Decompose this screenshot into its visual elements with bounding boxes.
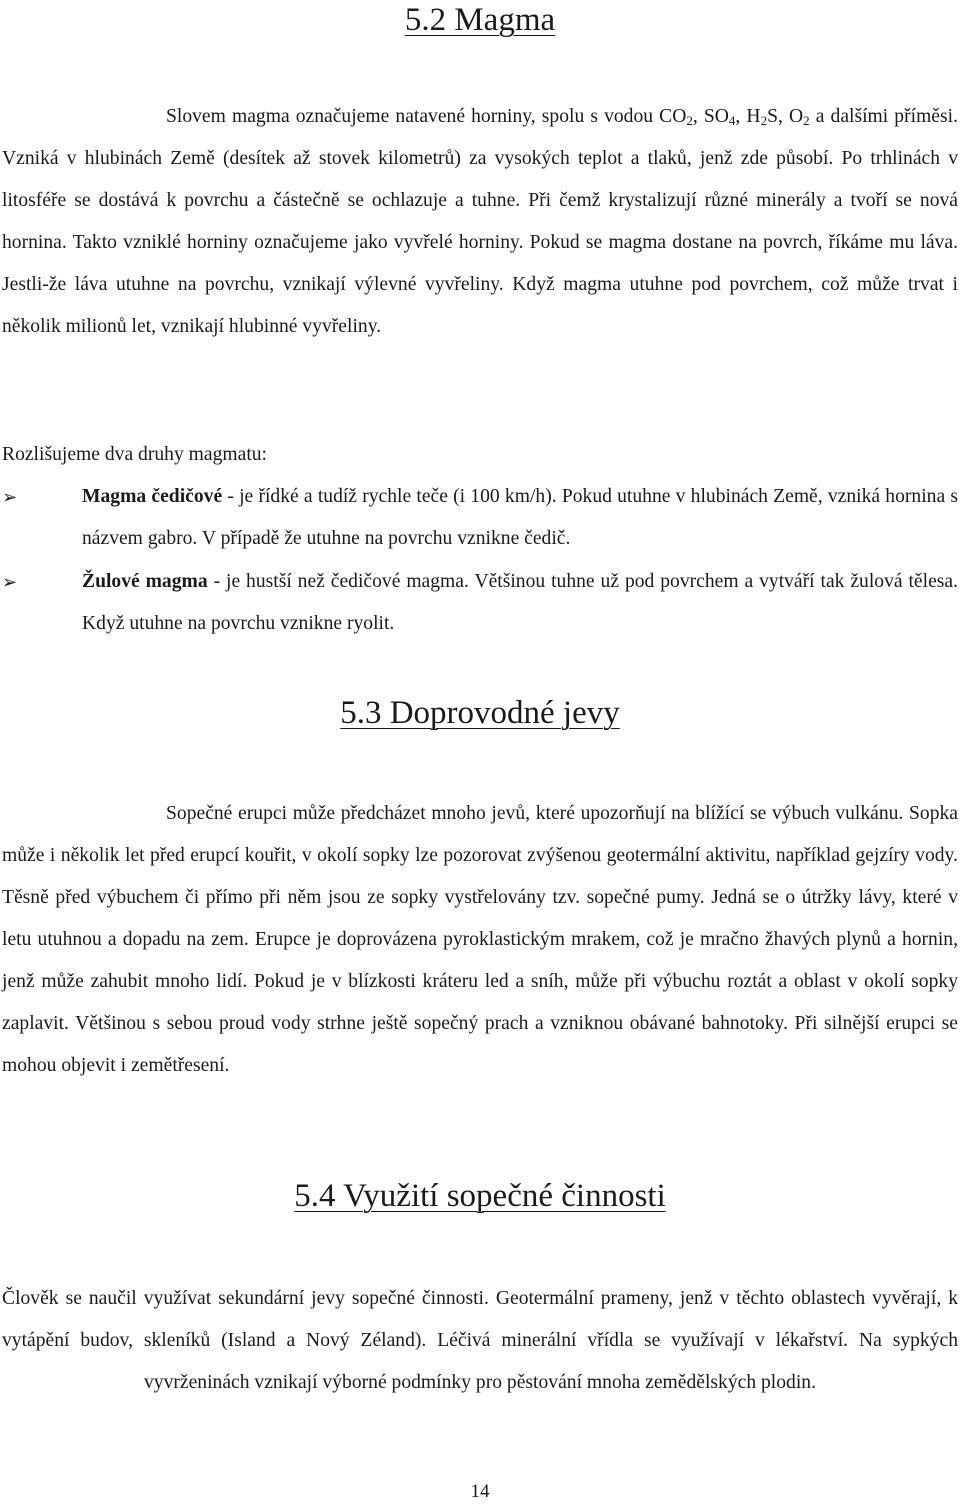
magma-types-intro: Rozlišujeme dva druhy magmatu: <box>2 444 268 465</box>
section-title-accompanying-phenomena: 5.3 Doprovodné jevy <box>340 695 620 731</box>
page-number: 14 <box>470 1481 490 1502</box>
arrow-bullet-icon: ➢ <box>2 572 18 592</box>
paragraph-volcanic-activity-use: Člověk se naučil využívat sekundární jevy sopečné činnosti. Geotermální prameny, jenž v těchto oblastech vyvěrají, k vytápění budov, skleníků (Island a Nový Zéland). Léčivá minerální vřídla se využívají v lékařství. Na sypkých vyvrženinách vznikají výborné podmínky pro pěstování mnoha zemědělských plodin. <box>2 1288 958 1393</box>
section-title-magma: 5.2 Magma <box>404 2 556 38</box>
arrow-bullet-icon: ➢ <box>2 487 18 507</box>
term-basaltic-magma: Magma čedičové <box>82 486 223 507</box>
term-granitic-magma: Žulové magma <box>82 571 208 592</box>
list-item-basaltic-magma: ➢ Magma čedičové - je řídké a tudíž rychle teče (i 100 km/h). Pokud utuhne v hlubinách Země, vzniká hornina s názvem gabro. V případě že utuhne na povrchu vznikne čedič. <box>2 476 958 560</box>
paragraph-accompanying-phenomena: Sopečné erupci může předcházet mnoho jevů, které upozorňují na blížící se výbuch vulkánu. Sopka může i několik let před erupcí kouřit, v okolí sopky lze pozorovat zvýšenou geotermální aktivitu, například gejzíry vody. Těsně před výbuchem či přímo při něm jsou ze sopky vystřelovány tzv. sopečné pumy. Jedná se o útržky lávy, které v letu utuhnou a dopadu na zem. Erupce je doprovázena pyroklastickým mrakem, což je mračno žhavých plynů a hornin, jenž může zahubit mnoho lidí. Pokud je v blízkosti kráteru led a sníh, může při výbuchu roztát a oblast v okolí sopky zaplavit. Většinou s sebou proud vody strhne ještě sopečný prach a vzniknou obávané bahnotoky. Při silnější erupci se mohou objevit i zemětřesení. <box>2 803 958 1076</box>
section-title-volcanic-activity-use: 5.4 Využití sopečné činnosti <box>294 1178 666 1214</box>
paragraph-magma-intro: Slovem magma označujeme natavené horniny, spolu s vodou $CO_2$, $SO_4$, $H_2S$, $O_2$ a dalšími příměsi. Vzniká v hlubinách Země (desítek až stovek kilometrů) za vysokých teplot a tlaků, jenž zde působí. Po trhlinách v litosféře se dostává k povrchu a částečně se ochlazuje a tuhne. Při čemž krystalizují různé minerály a tvoří se nová hornina. Takto vzniklé horniny označujeme jako vyvřelé horniny. Pokud se magma dostane na povrch, říkáme mu láva. Jestli-že láva utuhne na povrchu, vznikají výlevné vyvřeliny. Když magma utuhne pod povrchem, což může trvat i několik milionů let, vznikají hlubinné vyvřeliny. <box>2 106 958 337</box>
list-item-granitic-magma: ➢ Žulové magma - je hustší než čedičové magma. Většinou tuhne už pod povrchem a vytváří tak žulová tělesa. Když utuhne na povrchu vznikne ryolit. <box>2 561 958 645</box>
